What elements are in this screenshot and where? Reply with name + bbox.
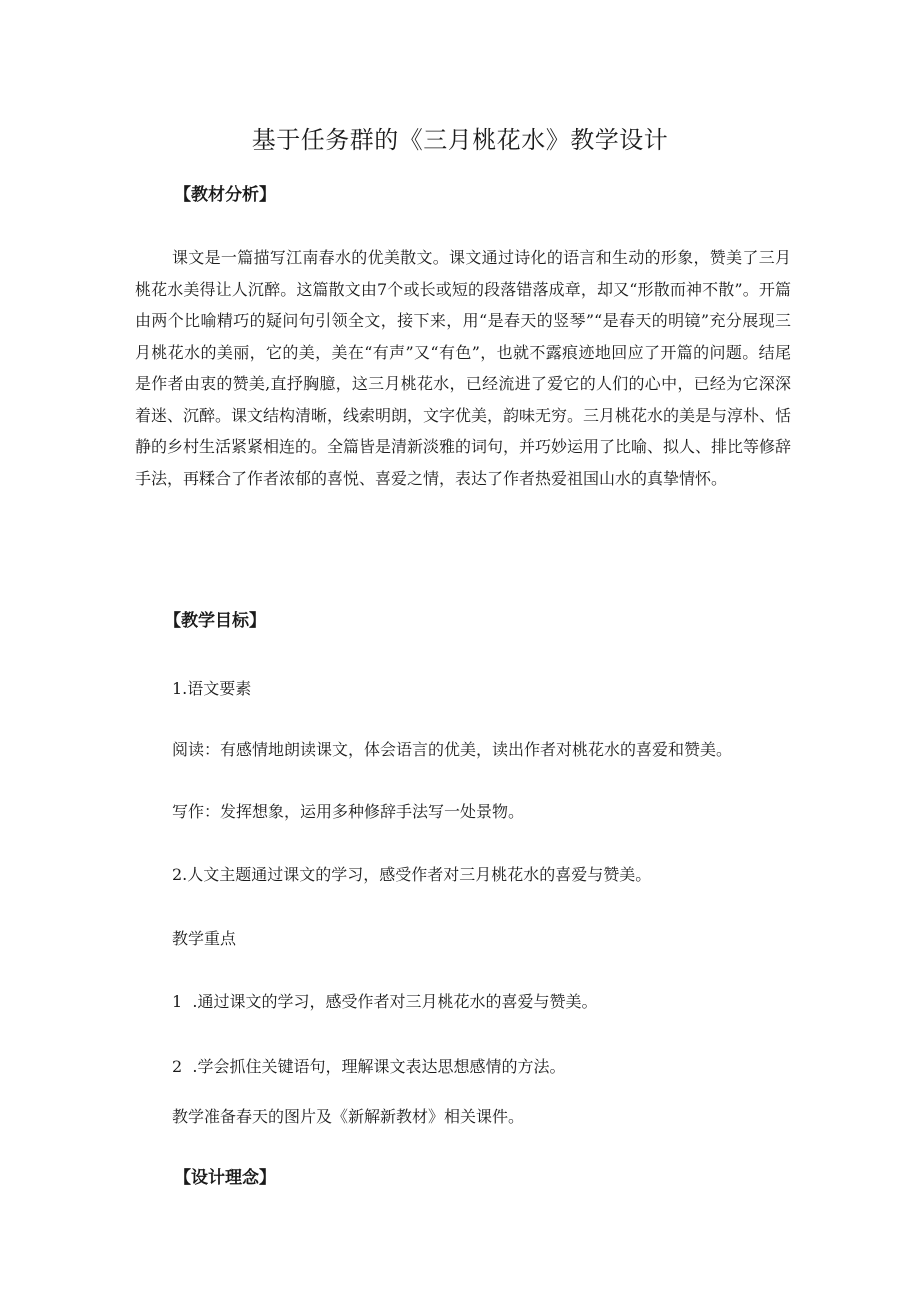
teaching-focus-item-2: 2 .学会抓住关键语句，理解课文表达思想感情的方法。 bbox=[172, 1057, 566, 1076]
material-analysis-paragraph: 课文是一篇描写江南春水的优美散文。课文通过诗化的语言和生动的形象，赞美了三月桃花水美得让人沉醉。这篇散文由7个或长或短的段落错落成章，却又“形散而神不散”。开篇由两个比喻精巧的疑问句引领全文，接下来，用“是春天的竖琴”“是春天的明镜”充分展现三月桃花水的美丽，它的美，美在“有声”又“有色”，也就不露痕迹地回应了开篇的问题。结尾是作者由衷的赞美,直抒胸臆，这三月桃花水，已经流进了爱它的人们的心中，已经为它深深着迷、沉醉。课文结构清晰，线索明朗，文字优美，韵味无穷。三月桃花水的美是与淳朴、恬静的乡村生活紧紧相连的。全篇皆是清新淡雅的词句，并巧妙运用了比喻、拟人、排比等修辞手法，再糅合了作者浓郁的喜悦、喜爱之情，表达了作者热爱祖国山水的真挚情怀。 bbox=[135, 248, 792, 488]
goal-writing: 写作：发挥想象，运用多种修辞手法写一处景物。 bbox=[172, 802, 525, 821]
heading-design-concept: 【设计理念】 bbox=[174, 1168, 276, 1188]
goal-language-elements: 1.语文要素 bbox=[172, 679, 252, 698]
teaching-preparation: 教学准备春天的图片及《新解新教材》相关课件。 bbox=[172, 1107, 525, 1126]
document-title: 基于任务群的《三月桃花水》教学设计 bbox=[251, 126, 669, 154]
goal-reading: 阅读：有感情地朗读课文，体会语言的优美，读出作者对桃花水的喜爱和赞美。 bbox=[172, 740, 733, 759]
heading-teaching-goals: 【教学目标】 bbox=[164, 611, 266, 631]
heading-material-analysis: 【教材分析】 bbox=[174, 185, 276, 205]
goal-humanistic-theme: 2.人文主题通过课文的学习，感受作者对三月桃花水的喜爱与赞美。 bbox=[172, 865, 652, 884]
teaching-focus-label: 教学重点 bbox=[172, 929, 237, 948]
teaching-focus-item-1: 1 .通过课文的学习，感受作者对三月桃花水的喜爱与赞美。 bbox=[172, 992, 598, 1011]
